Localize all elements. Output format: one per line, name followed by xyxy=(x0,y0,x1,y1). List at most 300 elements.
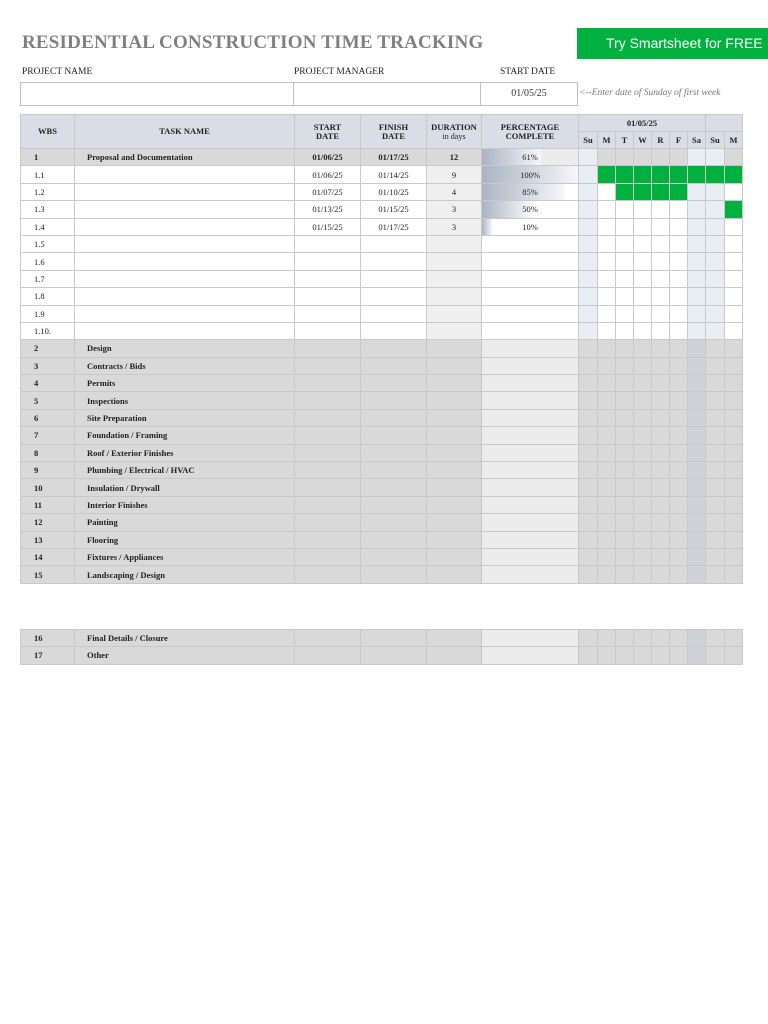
gantt-day-cell xyxy=(579,166,598,183)
gantt-day-cell xyxy=(598,647,616,664)
gantt-day-cell xyxy=(725,444,743,461)
start-date-cell[interactable] xyxy=(295,496,361,513)
gantt-day-cell xyxy=(688,548,706,565)
task-row xyxy=(21,183,743,200)
start-date-cell[interactable]: 01/06/25 xyxy=(295,149,361,166)
gantt-day-cell xyxy=(706,409,725,426)
project-manager-label: PROJECT MANAGER xyxy=(294,67,385,77)
duration-cell xyxy=(427,479,482,496)
next-week-header xyxy=(706,115,743,132)
gantt-day-cell xyxy=(598,357,616,374)
gantt-day-cell xyxy=(616,427,634,444)
gantt-day-cell xyxy=(706,201,725,218)
category-row xyxy=(21,531,743,548)
gantt-day-cell xyxy=(725,218,743,235)
gantt-day-cell xyxy=(706,548,725,565)
percent-complete-cell[interactable] xyxy=(482,566,579,583)
finish-date-cell[interactable]: 01/17/25 xyxy=(361,149,427,166)
start-date-cell[interactable] xyxy=(295,444,361,461)
gantt-day-cell xyxy=(579,357,598,374)
gantt-day-cell xyxy=(616,357,634,374)
gantt-day-cell xyxy=(579,427,598,444)
start-date-cell[interactable] xyxy=(295,629,361,646)
task-name-cell[interactable] xyxy=(75,270,295,287)
gantt-day-cell xyxy=(616,548,634,565)
gantt-day-cell xyxy=(598,462,616,479)
start-date-cell[interactable] xyxy=(295,340,361,357)
wbs-cell[interactable]: 12 xyxy=(21,514,75,531)
gantt-day-cell xyxy=(670,548,688,565)
task-name-cell[interactable]: Site Preparation xyxy=(75,409,295,426)
gantt-day-cell xyxy=(616,288,634,305)
gantt-day-cell xyxy=(634,496,652,513)
percent-complete-cell[interactable] xyxy=(482,629,579,646)
gantt-day-cell xyxy=(652,479,670,496)
gantt-day-cell xyxy=(670,322,688,339)
duration-cell xyxy=(427,270,482,287)
finish-date-cell[interactable] xyxy=(361,392,427,409)
start-date-cell[interactable]: 01/15/25 xyxy=(295,218,361,235)
gantt-day-cell xyxy=(670,444,688,461)
task-name-cell[interactable]: Design xyxy=(75,340,295,357)
start-date-cell[interactable] xyxy=(295,409,361,426)
gantt-day-cell xyxy=(616,340,634,357)
wbs-cell[interactable]: 8 xyxy=(21,444,75,461)
finish-date-cell[interactable] xyxy=(361,340,427,357)
start-date-cell[interactable] xyxy=(295,462,361,479)
start-date-cell[interactable] xyxy=(295,357,361,374)
duration-cell xyxy=(427,647,482,664)
gantt-day-cell xyxy=(670,218,688,235)
gantt-day-cell xyxy=(706,149,725,166)
task-name-cell[interactable]: Contracts / Bids xyxy=(75,357,295,374)
gantt-day-cell xyxy=(652,149,670,166)
percent-complete-cell[interactable] xyxy=(482,496,579,513)
gantt-day-cell xyxy=(652,548,670,565)
task-name-cell[interactable]: Landscaping / Design xyxy=(75,566,295,583)
gantt-day-cell xyxy=(598,629,616,646)
finish-date-cell[interactable] xyxy=(361,514,427,531)
gantt-day-cell xyxy=(598,375,616,392)
gantt-day-cell xyxy=(706,235,725,252)
wbs-cell[interactable]: 14 xyxy=(21,548,75,565)
duration-header: DURATION in days xyxy=(427,115,482,149)
gantt-day-cell xyxy=(598,566,616,583)
finish-date-cell[interactable] xyxy=(361,305,427,322)
start-date-cell[interactable]: 01/06/25 xyxy=(295,166,361,183)
gantt-day-cell xyxy=(670,201,688,218)
duration-cell xyxy=(427,427,482,444)
gantt-day-cell xyxy=(652,392,670,409)
gantt-day-cell xyxy=(706,375,725,392)
finish-date-cell[interactable]: 01/10/25 xyxy=(361,183,427,200)
finish-date-cell[interactable] xyxy=(361,531,427,548)
start-date-cell[interactable] xyxy=(295,270,361,287)
task-name-cell[interactable]: Interior Finishes xyxy=(75,496,295,513)
finish-date-cell[interactable] xyxy=(361,357,427,374)
schedule-table xyxy=(20,114,743,665)
task-name-cell[interactable] xyxy=(75,218,295,235)
wbs-cell[interactable]: 1.5 xyxy=(21,235,75,252)
finish-date-cell[interactable] xyxy=(361,548,427,565)
percent-complete-cell[interactable] xyxy=(482,409,579,426)
gantt-day-cell xyxy=(579,253,598,270)
percent-complete-cell[interactable] xyxy=(482,253,579,270)
gantt-day-cell xyxy=(634,357,652,374)
project-manager-field[interactable] xyxy=(293,82,481,106)
spacer-row xyxy=(21,583,743,629)
day-header: T xyxy=(616,132,634,149)
wbs-cell[interactable]: 13 xyxy=(21,531,75,548)
gantt-day-cell xyxy=(598,514,616,531)
task-name-header: TASK NAME xyxy=(75,115,295,149)
gantt-day-cell xyxy=(634,462,652,479)
percent-complete-cell[interactable] xyxy=(482,375,579,392)
percent-complete-cell[interactable] xyxy=(482,288,579,305)
start-date-cell[interactable]: 01/07/25 xyxy=(295,183,361,200)
wbs-cell[interactable]: 5 xyxy=(21,392,75,409)
category-row xyxy=(21,462,743,479)
wbs-cell[interactable]: 15 xyxy=(21,566,75,583)
start-date-cell[interactable] xyxy=(295,427,361,444)
gantt-day-cell xyxy=(725,183,743,200)
day-header: Su xyxy=(579,132,598,149)
percent-complete-cell[interactable] xyxy=(482,183,579,200)
wbs-cell[interactable]: 11 xyxy=(21,496,75,513)
gantt-day-cell xyxy=(652,253,670,270)
percent-complete-cell[interactable] xyxy=(482,166,579,183)
gantt-day-cell xyxy=(725,629,743,646)
gantt-day-cell xyxy=(725,531,743,548)
gantt-day-cell xyxy=(688,629,706,646)
task-name-cell[interactable]: Painting xyxy=(75,514,295,531)
spacer-cell xyxy=(21,583,743,629)
wbs-cell[interactable]: 4 xyxy=(21,375,75,392)
gantt-day-cell xyxy=(706,270,725,287)
finish-date-cell[interactable] xyxy=(361,444,427,461)
task-name-cell[interactable] xyxy=(75,305,295,322)
gantt-day-cell xyxy=(688,235,706,252)
wbs-cell[interactable]: 17 xyxy=(21,647,75,664)
wbs-cell[interactable]: 10 xyxy=(21,479,75,496)
gantt-day-cell xyxy=(634,444,652,461)
percent-complete-value: 85% xyxy=(522,186,538,197)
gantt-day-cell xyxy=(670,288,688,305)
start-date-cell[interactable] xyxy=(295,514,361,531)
wbs-cell[interactable]: 1.7 xyxy=(21,270,75,287)
wbs-cell[interactable]: 3 xyxy=(21,357,75,374)
gantt-day-cell xyxy=(688,357,706,374)
gantt-day-cell xyxy=(616,235,634,252)
percent-complete-cell[interactable] xyxy=(482,462,579,479)
page-title: RESIDENTIAL CONSTRUCTION TIME TRACKING xyxy=(22,32,484,53)
wbs-cell[interactable]: 1 xyxy=(21,149,75,166)
gantt-bar-cell xyxy=(725,201,743,218)
duration-cell xyxy=(427,566,482,583)
gantt-day-cell xyxy=(616,514,634,531)
task-name-cell[interactable]: Permits xyxy=(75,375,295,392)
wbs-cell[interactable]: 1.2 xyxy=(21,183,75,200)
percent-complete-cell[interactable] xyxy=(482,479,579,496)
task-name-cell[interactable] xyxy=(75,253,295,270)
gantt-day-cell xyxy=(725,235,743,252)
percent-complete-cell[interactable] xyxy=(482,149,579,166)
gantt-day-cell xyxy=(725,305,743,322)
percent-complete-cell[interactable] xyxy=(482,218,579,235)
task-name-cell[interactable]: Final Details / Closure xyxy=(75,629,295,646)
task-name-cell[interactable] xyxy=(75,235,295,252)
gantt-day-cell xyxy=(706,566,725,583)
gantt-day-cell xyxy=(652,462,670,479)
wbs-cell[interactable]: 1.4 xyxy=(21,218,75,235)
percent-complete-cell[interactable] xyxy=(482,235,579,252)
wbs-cell[interactable]: 1.1 xyxy=(21,166,75,183)
percent-complete-cell[interactable] xyxy=(482,514,579,531)
gantt-day-cell xyxy=(634,392,652,409)
gantt-day-cell xyxy=(706,531,725,548)
wbs-cell[interactable]: 1.9 xyxy=(21,305,75,322)
gantt-day-cell xyxy=(670,409,688,426)
gantt-day-cell xyxy=(616,462,634,479)
start-date-cell[interactable]: 01/13/25 xyxy=(295,201,361,218)
finish-date-cell[interactable]: 01/14/25 xyxy=(361,166,427,183)
start-date-cell[interactable] xyxy=(295,548,361,565)
gantt-day-cell xyxy=(634,340,652,357)
gantt-day-cell xyxy=(652,357,670,374)
gantt-day-cell xyxy=(579,149,598,166)
duration-cell xyxy=(427,253,482,270)
percent-complete-cell[interactable] xyxy=(482,427,579,444)
gantt-day-cell xyxy=(598,270,616,287)
gantt-day-cell xyxy=(688,253,706,270)
day-header: Su xyxy=(706,132,725,149)
gantt-day-cell xyxy=(634,647,652,664)
percent-complete-fill xyxy=(482,219,492,235)
gantt-bar-cell xyxy=(598,166,616,183)
percent-complete-cell[interactable] xyxy=(482,444,579,461)
wbs-cell[interactable]: 1.8 xyxy=(21,288,75,305)
start-date-cell[interactable] xyxy=(295,235,361,252)
gantt-day-cell xyxy=(652,566,670,583)
percent-complete-cell[interactable] xyxy=(482,548,579,565)
task-name-cell[interactable]: Fixtures / Appliances xyxy=(75,548,295,565)
project-name-field[interactable] xyxy=(20,82,294,106)
task-name-cell[interactable]: Plumbing / Electrical / HVAC xyxy=(75,462,295,479)
start-date-cell[interactable] xyxy=(295,647,361,664)
duration-cell xyxy=(427,322,482,339)
percent-complete-cell[interactable] xyxy=(482,531,579,548)
gantt-day-cell xyxy=(598,218,616,235)
start-date-cell[interactable] xyxy=(295,479,361,496)
wbs-cell[interactable]: 2 xyxy=(21,340,75,357)
gantt-day-cell xyxy=(725,647,743,664)
task-name-cell[interactable] xyxy=(75,322,295,339)
start-date-cell[interactable] xyxy=(295,288,361,305)
finish-date-cell[interactable] xyxy=(361,647,427,664)
gantt-day-cell xyxy=(634,305,652,322)
gantt-day-cell xyxy=(688,305,706,322)
gantt-day-cell xyxy=(706,427,725,444)
finish-date-cell[interactable] xyxy=(361,322,427,339)
finish-date-cell[interactable] xyxy=(361,629,427,646)
finish-date-cell[interactable] xyxy=(361,253,427,270)
finish-date-cell[interactable] xyxy=(361,479,427,496)
finish-date-cell[interactable]: 01/17/25 xyxy=(361,218,427,235)
start-date-field[interactable]: 01/05/25 xyxy=(480,82,578,106)
percent-complete-value: 61% xyxy=(522,152,538,163)
task-row xyxy=(21,218,743,235)
gantt-day-cell xyxy=(634,218,652,235)
percent-complete-cell[interactable] xyxy=(482,357,579,374)
wbs-cell[interactable]: 16 xyxy=(21,629,75,646)
start-date-cell[interactable] xyxy=(295,392,361,409)
gantt-bar-cell xyxy=(688,166,706,183)
gantt-bar-cell xyxy=(652,166,670,183)
finish-date-cell[interactable] xyxy=(361,235,427,252)
day-header: Sa xyxy=(688,132,706,149)
task-row xyxy=(21,201,743,218)
finish-date-cell[interactable] xyxy=(361,270,427,287)
gantt-day-cell xyxy=(634,270,652,287)
duration-cell xyxy=(427,462,482,479)
task-name-cell[interactable]: Flooring xyxy=(75,531,295,548)
percent-complete-value: 100% xyxy=(520,169,540,180)
task-name-cell[interactable] xyxy=(75,166,295,183)
task-name-cell[interactable]: Insulation / Drywall xyxy=(75,479,295,496)
duration-cell xyxy=(427,531,482,548)
gantt-day-cell xyxy=(616,253,634,270)
gantt-day-cell xyxy=(579,270,598,287)
gantt-day-cell xyxy=(652,427,670,444)
percent-complete-cell[interactable] xyxy=(482,392,579,409)
percent-complete-cell[interactable] xyxy=(482,322,579,339)
percent-complete-cell[interactable] xyxy=(482,647,579,664)
duration-cell: 4 xyxy=(427,183,482,200)
gantt-day-cell xyxy=(652,629,670,646)
start-date-cell[interactable] xyxy=(295,253,361,270)
task-name-cell[interactable]: Foundation / Framing xyxy=(75,427,295,444)
gantt-day-cell xyxy=(598,253,616,270)
gantt-day-cell xyxy=(725,462,743,479)
finish-date-cell[interactable] xyxy=(361,566,427,583)
gantt-day-cell xyxy=(688,183,706,200)
gantt-day-cell xyxy=(688,496,706,513)
gantt-day-cell xyxy=(688,392,706,409)
wbs-cell[interactable]: 7 xyxy=(21,427,75,444)
gantt-day-cell xyxy=(579,183,598,200)
gantt-bar-cell xyxy=(652,183,670,200)
start-date-hint: <--Enter date of Sunday of first week xyxy=(579,88,721,98)
gantt-day-cell xyxy=(598,548,616,565)
start-date-cell[interactable] xyxy=(295,566,361,583)
gantt-day-cell xyxy=(598,201,616,218)
finish-date-cell[interactable] xyxy=(361,409,427,426)
finish-date-cell[interactable] xyxy=(361,375,427,392)
gantt-day-cell xyxy=(598,288,616,305)
gantt-day-cell xyxy=(579,548,598,565)
gantt-day-cell xyxy=(616,629,634,646)
percent-complete-cell[interactable] xyxy=(482,305,579,322)
gantt-day-cell xyxy=(670,305,688,322)
start-date-header: START DATE xyxy=(295,115,361,149)
gantt-day-cell xyxy=(706,357,725,374)
gantt-day-cell xyxy=(725,375,743,392)
gantt-day-cell xyxy=(688,218,706,235)
gantt-day-cell xyxy=(579,479,598,496)
task-name-cell[interactable] xyxy=(75,183,295,200)
gantt-day-cell xyxy=(670,514,688,531)
duration-cell xyxy=(427,305,482,322)
finish-date-cell[interactable] xyxy=(361,462,427,479)
task-name-cell[interactable] xyxy=(75,201,295,218)
duration-cell: 3 xyxy=(427,218,482,235)
start-date-cell[interactable] xyxy=(295,531,361,548)
finish-date-cell[interactable] xyxy=(361,288,427,305)
start-date-cell[interactable] xyxy=(295,322,361,339)
finish-date-cell[interactable] xyxy=(361,427,427,444)
start-date-cell[interactable] xyxy=(295,375,361,392)
task-name-cell[interactable] xyxy=(75,288,295,305)
percentage-header: PERCENTAGE COMPLETE xyxy=(482,115,579,149)
gantt-day-cell xyxy=(652,514,670,531)
percent-complete-value: 50% xyxy=(522,204,538,215)
task-name-cell[interactable]: Other xyxy=(75,647,295,664)
gantt-day-cell xyxy=(725,288,743,305)
gantt-bar-cell xyxy=(725,166,743,183)
wbs-cell[interactable]: 1.6 xyxy=(21,253,75,270)
finish-date-cell[interactable]: 01/15/25 xyxy=(361,201,427,218)
wbs-cell[interactable]: 1.10. xyxy=(21,322,75,339)
percent-complete-cell[interactable] xyxy=(482,201,579,218)
wbs-cell[interactable]: 6 xyxy=(21,409,75,426)
finish-date-cell[interactable] xyxy=(361,496,427,513)
category-row xyxy=(21,629,743,646)
gantt-day-cell xyxy=(634,201,652,218)
wbs-header: WBS xyxy=(21,115,75,149)
task-name-cell[interactable]: Proposal and Documentation xyxy=(75,149,295,166)
gantt-day-cell xyxy=(725,514,743,531)
category-row xyxy=(21,444,743,461)
wbs-cell[interactable]: 1.3 xyxy=(21,201,75,218)
task-name-cell[interactable]: Roof / Exterior Finishes xyxy=(75,444,295,461)
try-smartsheet-button[interactable]: Try Smartsheet for FREE xyxy=(577,28,768,59)
gantt-day-cell xyxy=(670,427,688,444)
gantt-day-cell xyxy=(579,566,598,583)
finish-date-header: FINISH DATE xyxy=(361,115,427,149)
day-header: R xyxy=(652,132,670,149)
gantt-day-cell xyxy=(652,322,670,339)
gantt-day-cell xyxy=(706,496,725,513)
wbs-cell[interactable]: 9 xyxy=(21,462,75,479)
gantt-day-cell xyxy=(688,409,706,426)
gantt-day-cell xyxy=(598,149,616,166)
gantt-day-cell xyxy=(706,647,725,664)
gantt-day-cell xyxy=(616,496,634,513)
gantt-day-cell xyxy=(579,375,598,392)
category-row xyxy=(21,647,743,664)
gantt-day-cell xyxy=(579,288,598,305)
gantt-day-cell xyxy=(579,392,598,409)
gantt-day-cell xyxy=(616,305,634,322)
percent-complete-cell[interactable] xyxy=(482,340,579,357)
start-date-cell[interactable] xyxy=(295,305,361,322)
duration-cell xyxy=(427,444,482,461)
gantt-day-cell xyxy=(616,531,634,548)
gantt-bar-cell xyxy=(634,183,652,200)
percent-complete-cell[interactable] xyxy=(482,270,579,287)
task-row xyxy=(21,322,743,339)
task-name-cell[interactable]: Inspections xyxy=(75,392,295,409)
